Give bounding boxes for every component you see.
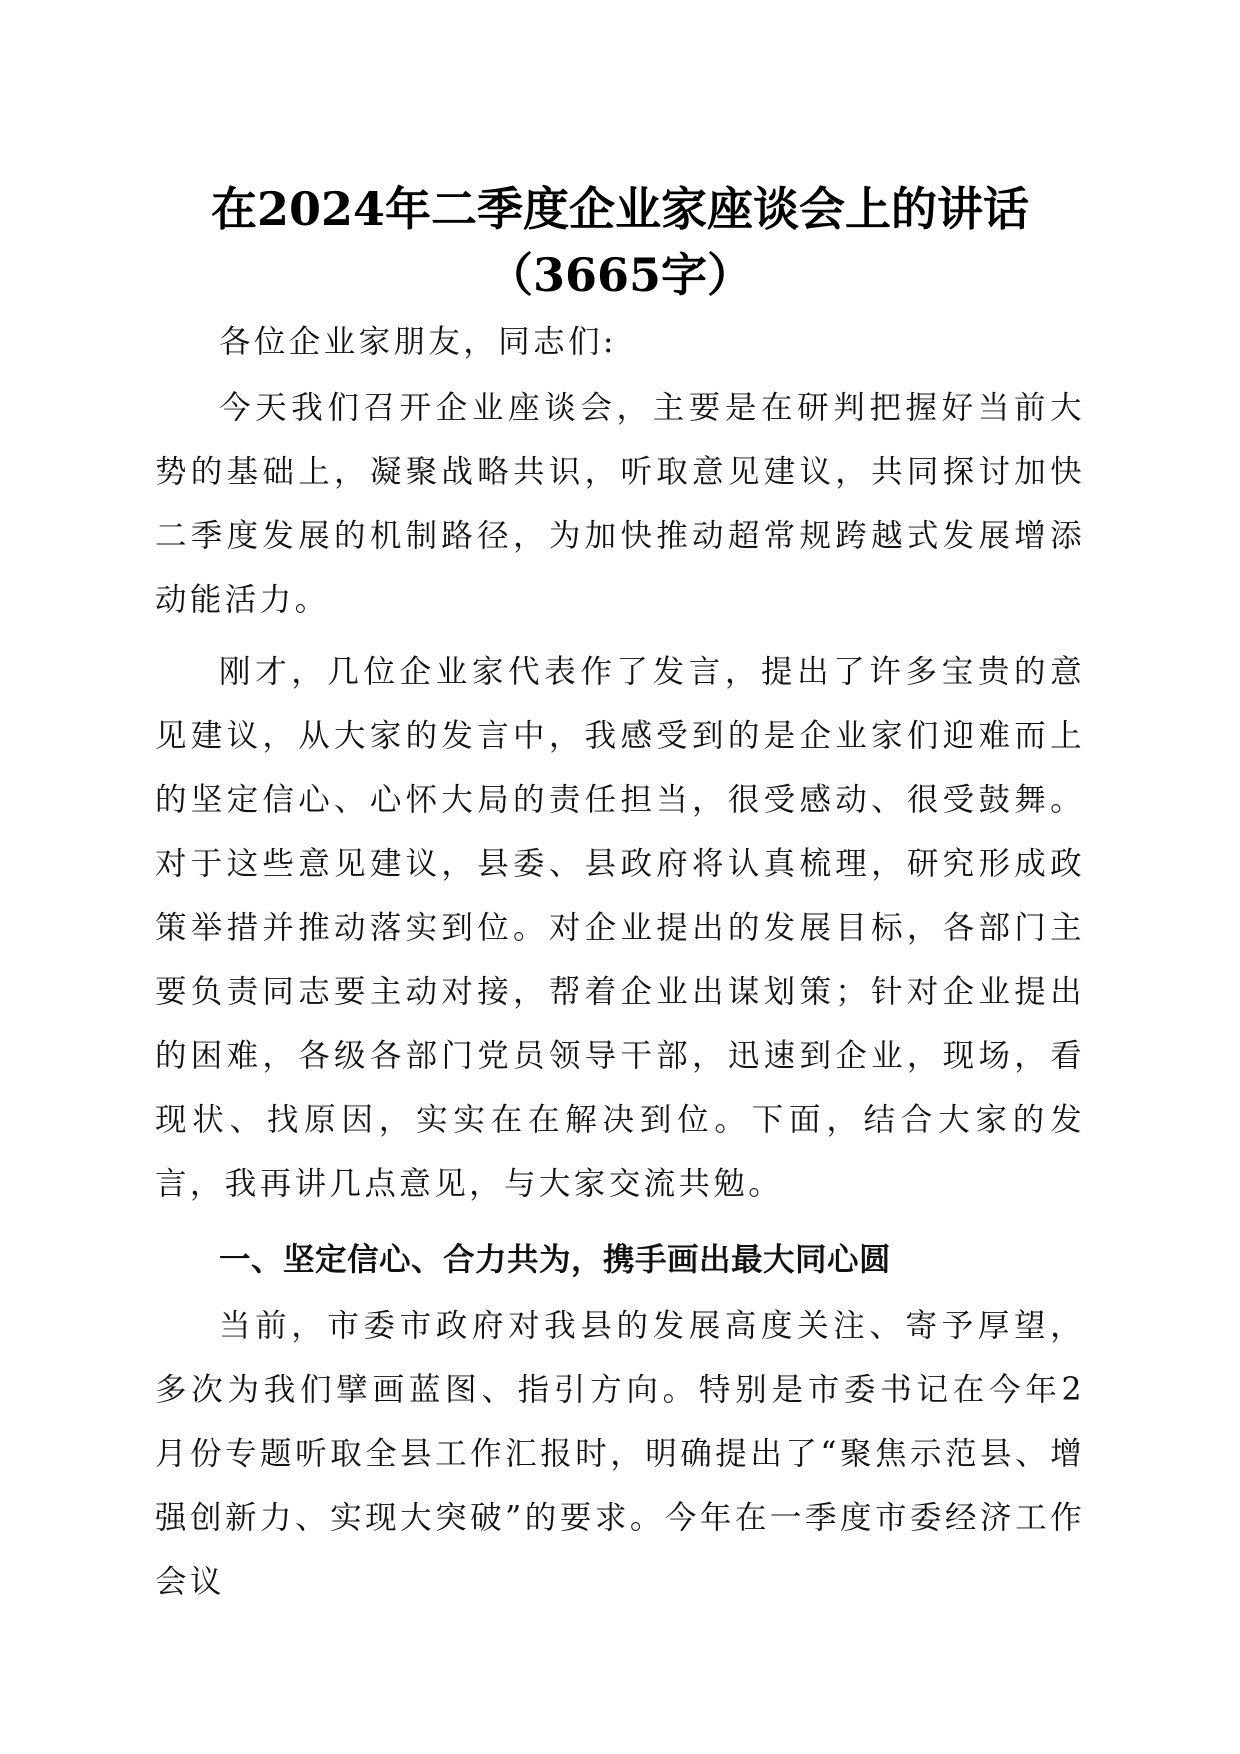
paragraph-section-1: 当前，市委市政府对我县的发展高度关注、寄予厚望，多次为我们擘画蓝图、指引方向。特别是市委书记在今年2月份专题听取全县工作汇报时，明确提出了“聚焦示范县、增强创新力、实现大突破”的要求。今年在一季度市委经济工作会议 bbox=[155, 1308, 1085, 1600]
salutation: 各位企业家朋友，同志们: bbox=[219, 324, 617, 360]
document-word-count: （3665字） bbox=[486, 248, 754, 302]
paragraph-opening: 今天我们召开企业座谈会，主要是在研判把握好当前大势的基础上，凝聚战略共识，听取意见建议，共同探讨加快二季度发展的机制路径，为加快推动超常规跨越式发展增添动能活力。 bbox=[155, 390, 1085, 618]
section-heading-1: 一、坚定信心、合力共为，携手画出最大同心圆 bbox=[219, 1242, 892, 1278]
document-title: 在2024年二季度企业家座谈会上的讲话 bbox=[210, 182, 1030, 236]
paragraph-response: 刚才，几位企业家代表作了发言，提出了许多宝贵的意见建议，从大家的发言中，我感受到的是企业家们迎难而上的坚定信心、心怀大局的责任担当，很受感动、很受鼓舞。对于这些意见建议，县委、县政府将认真梳理，研究形成政策举措并推动落实到位。对企业提出的发展目标，各部门主要负责同志要主动对接，帮着企业出谋划策；针对企业提出的困难，各级各部门党员领导干部，迅速到企业，现场，看现状、找原因，实实在在解决到位。下面，结合大家的发言，我再讲几点意见，与大家交流共勉。 bbox=[155, 654, 1085, 1202]
